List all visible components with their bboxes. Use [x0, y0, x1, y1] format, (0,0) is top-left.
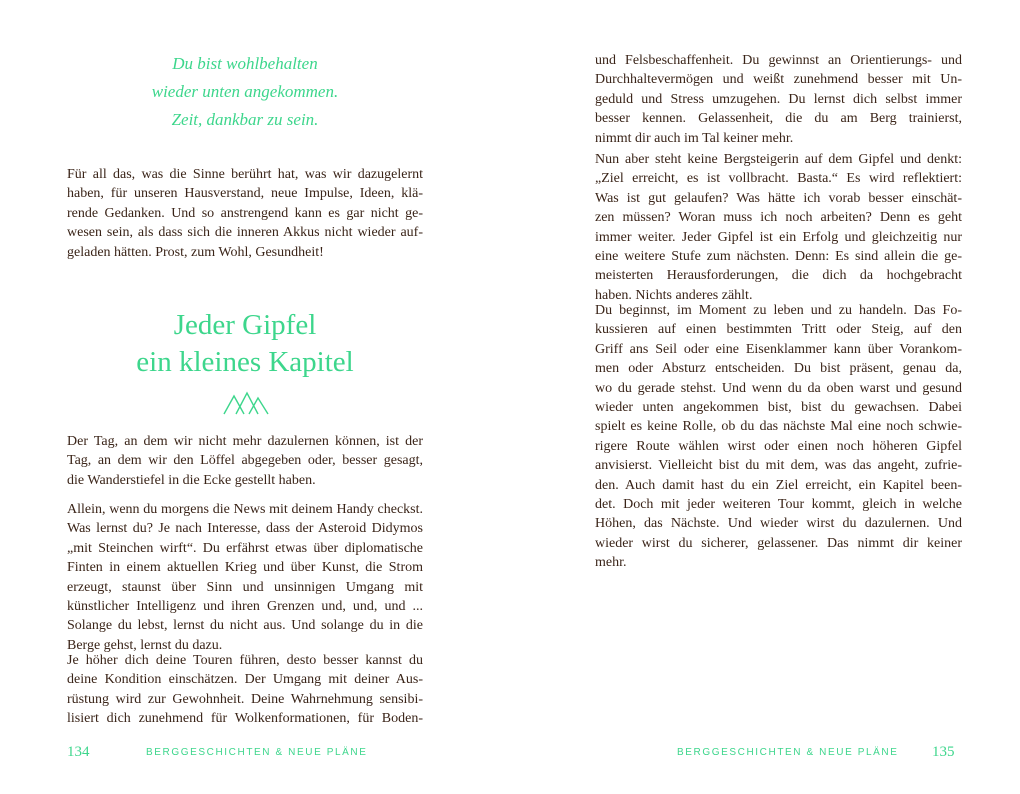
text-line: deine Kondition einschätzen. Der Umgang mit deiner Aus- [67, 672, 423, 688]
text-line: besser kennen. Gelassenheit, die du am Berg trainierst, [595, 111, 962, 127]
text-line: zen müssen? Woran muss ich noch arbeiten? Denn es geht [595, 210, 962, 226]
text-line: lisiert dich zunehmend für Wolkenformationen, für Boden- [67, 711, 423, 727]
text-line: mehr. [595, 555, 627, 571]
quote-line: wieder unten angekommen. [151, 82, 339, 101]
paragraph-intro [67, 165, 423, 262]
text-line: haben, für unseren Hausverstand, neue Impulse, Ideen, klä- [67, 186, 423, 202]
text-line: die Wanderstiefel in die Ecke gestellt haben. [67, 472, 316, 488]
text-line: Was lernst du? Je nach Interesse, dass der Asteroid Didymos [67, 521, 423, 537]
text-line: rigere Route wählen wirst oder einen noch höheren Gipfel [595, 438, 962, 454]
text-line: geladen hätten. Prost, zum Wohl, Gesundheit! [67, 244, 324, 260]
text-line: künstlicher Intelligenz und ihren Grenzen und, und, und ... [67, 599, 423, 615]
text-line: Solange du lebst, lernst du nicht aus. Und solange du in die [67, 618, 423, 634]
text-line: nimmt dir auch im Tal keiner mehr. [595, 130, 794, 146]
paragraph [67, 500, 423, 655]
text-line: den. Auch damit hast du ein Ziel erreicht, ein Kapitel been- [595, 477, 962, 493]
text-line: anvisierst. Vielleicht bist du mit dem, was das angeht, zufrie- [595, 458, 962, 474]
paragraph [67, 432, 423, 490]
text-line: Je höher dich deine Touren führen, desto besser kannst du [67, 653, 423, 668]
text-line: geduld und Stress umzugehen. Du lernst dich selbst immer [595, 91, 962, 107]
paragraph [595, 301, 962, 573]
text-line: Tag, an dem wir den Löffel abgegeben oder, besser gesagt, [67, 453, 423, 469]
section-heading [67, 307, 423, 381]
heading-line: Jeder Gipfel [173, 309, 317, 341]
running-head: BERGGESCHICHTEN & NEUE PLÄNE [146, 747, 368, 758]
paragraph [595, 51, 962, 148]
quote-line: Du bist wohlbehalten [172, 54, 318, 73]
mountain-peaks-icon [223, 390, 269, 416]
heading-line: ein kleines Kapitel [136, 346, 354, 378]
text-line: spielt es keine Rolle, ob du das nächste Mal eine noch schwie- [595, 419, 962, 435]
text-line: kussieren auf einen bestimmten Tritt oder Steig, auf den [595, 322, 962, 338]
text-line: Durchhaltevermögen und weißt zunehmend besser mit Un- [595, 72, 962, 88]
text-line: „mit Steinchen wirft“. Du erfährst etwas über diplomatische [67, 540, 423, 556]
text-line: immer weiter. Jeder Gipfel ist ein Erfolg und gleichzeitig nur [595, 229, 962, 245]
text-line: Griff ans Seil oder eine Eisenklammer kann über Vorankom- [595, 341, 962, 357]
text-line: Allein, wenn du morgens die News mit deinem Handy checkst. [67, 502, 423, 517]
pull-quote [100, 50, 390, 134]
page-number: 135 [932, 744, 955, 760]
text-line: Was ist gut gelaufen? Was hätte ich vorab besser einschät- [595, 190, 962, 206]
text-line: wieder wirst du sicherer, gelassener. Das nimmt dir keiner [595, 535, 962, 551]
right-page [510, 0, 1020, 794]
text-line: det. Doch mit jeder weiteren Tour kommt, gleich in welche [595, 497, 962, 513]
text-line: wieder unten angekommen bist, bist du gewachsen. Dabei [595, 400, 962, 416]
quote-line: Zeit, dankbar zu sein. [171, 110, 319, 129]
text-line: Der Tag, an dem wir nicht mehr dazulernen können, ist der [67, 434, 423, 449]
paragraph [67, 651, 423, 729]
running-head: BERGGESCHICHTEN & NEUE PLÄNE [677, 747, 899, 758]
text-line: Höhen, das Nächste. Und wieder wirst du dazulernen. Und [595, 516, 962, 532]
text-line: rüstung wird zur Gewohnheit. Deine Wahrnehmung sensibi- [67, 691, 423, 707]
text-line: men oder Absturz entscheiden. Du bist präsent, genau da, [595, 361, 962, 377]
page-number: 134 [67, 744, 90, 760]
text-line: und Felsbeschaffenheit. Du gewinnst an Orientierungs- und [595, 53, 962, 68]
text-line: wesen sein, als dass sich die inneren Akkus nicht wieder auf- [67, 225, 423, 241]
text-line: wo du gerade stehst. Und wenn du da oben warst und gesund [595, 380, 962, 396]
text-line: Du beginnst, im Moment zu leben und zu handeln. Das Fo- [595, 303, 962, 318]
text-line: haben. Nichts anderes zählt. [595, 287, 753, 303]
text-line: erzeugt, staunst über Sinn und unsinnigen Umgang mit [67, 579, 423, 595]
text-line: meisterten Herausforderungen, die dich da hochgebracht [595, 268, 962, 284]
text-line: Für all das, was die Sinne berührt hat, was wir dazugelernt [67, 167, 423, 182]
text-line: Berge gehst, lernst du dazu. [67, 637, 223, 653]
text-line: Finten in einem aktuellen Krieg und über Kunst, die Strom [67, 560, 423, 576]
text-line: rende Gedanken. Und so anstrengend kann es gar nicht ge- [67, 205, 423, 221]
text-line: eine weitere Stufe zum nächsten. Denn: Es sind allein die ge- [595, 249, 962, 265]
text-line: „Ziel erreicht, es ist vollbracht. Basta.“ Es wird reflektiert: [595, 171, 962, 187]
text-line: Nun aber steht keine Bergsteigerin auf dem Gipfel und denkt: [595, 152, 962, 167]
paragraph [595, 150, 962, 305]
